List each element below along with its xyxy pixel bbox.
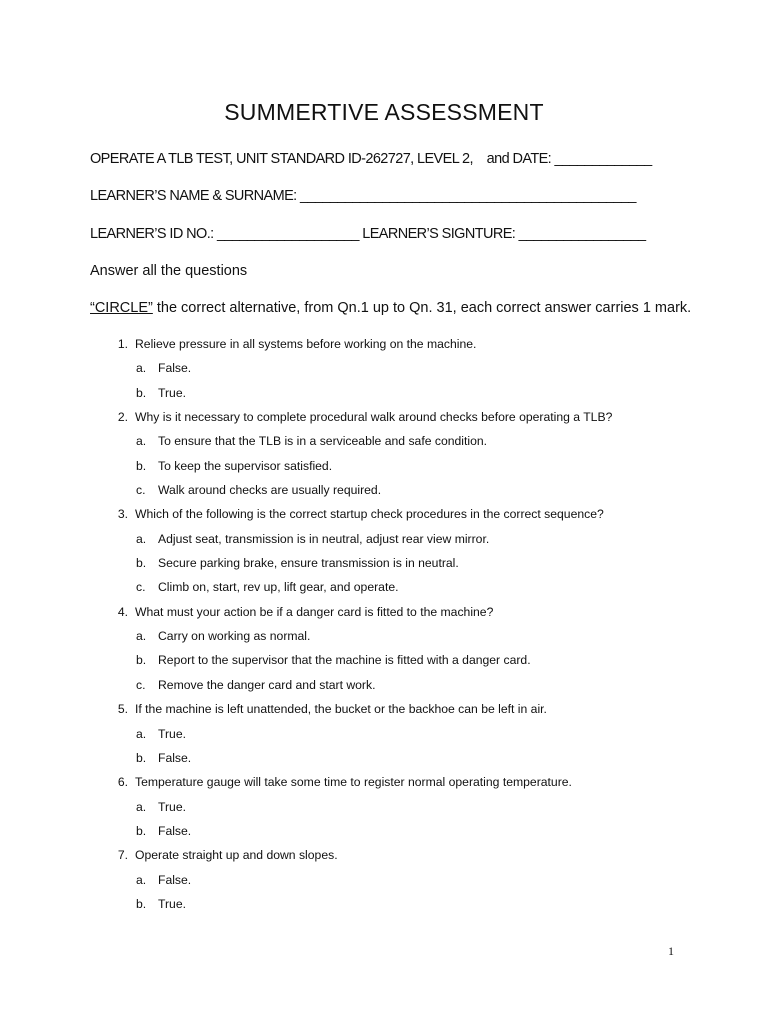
option-text: Carry on working as normal.: [158, 629, 311, 644]
circle-instruction: [90, 300, 691, 316]
question-item: [0, 503, 768, 527]
question-number: 1.: [117, 337, 128, 351]
option-text: Remove the danger card and start work.: [158, 677, 376, 692]
option-letter: a.: [136, 434, 147, 449]
answer-option[interactable]: [0, 455, 768, 479]
option-letter: a.: [136, 361, 147, 376]
option-letter: a.: [136, 726, 147, 741]
option-letter: c.: [136, 483, 146, 498]
question-number: 3.: [117, 507, 128, 522]
question-text: What must your action be if a danger card is fitted to the machine?: [135, 604, 494, 619]
option-text: Report to the supervisor that the machine is fitted with a danger card.: [158, 653, 531, 668]
answer-option[interactable]: [0, 893, 768, 917]
page-title: SUMMERTIVE ASSESSMENT: [224, 99, 544, 125]
question-number: 5.: [117, 702, 128, 717]
question-text: Why is it necessary to complete procedural walk around checks before operating a TLB?: [135, 410, 613, 425]
option-letter: a.: [136, 531, 147, 546]
option-text: True.: [158, 799, 186, 814]
answer-option[interactable]: [0, 357, 768, 381]
question-item: [0, 844, 768, 868]
option-text: To ensure that the TLB is in a serviceable and safe condition.: [158, 434, 488, 449]
option-text: Climb on, start, rev up, lift gear, and operate.: [158, 580, 399, 595]
option-letter: c.: [136, 580, 146, 595]
option-letter: b.: [136, 750, 147, 765]
option-letter: b.: [136, 896, 147, 911]
answer-option[interactable]: [0, 430, 768, 454]
answer-option[interactable]: [0, 674, 768, 698]
learner-id-signature-line: LEARNER’S ID NO.: ___________________ LEARNER’S SIGNTURE: _________________: [90, 226, 646, 242]
question-text: Relieve pressure in all systems before working on the machine.: [135, 337, 477, 351]
answer-option[interactable]: [0, 796, 768, 820]
answer-option[interactable]: [0, 382, 768, 406]
option-text: True.: [158, 896, 186, 911]
answer-option[interactable]: [0, 747, 768, 771]
question-text: Temperature gauge will take some time to register normal operating temperature.: [135, 775, 572, 790]
option-text: True.: [158, 726, 186, 741]
option-text: False.: [158, 750, 192, 765]
question-item: [0, 333, 768, 357]
answer-option[interactable]: [0, 479, 768, 503]
option-text: False.: [158, 823, 192, 838]
question-item: [0, 698, 768, 722]
option-text: True.: [158, 385, 186, 400]
option-letter: a.: [136, 799, 147, 814]
question-number: 4.: [117, 604, 128, 619]
test-info-line: OPERATE A TLB TEST, UNIT STANDARD ID-262727, LEVEL 2, and DATE: _____________: [90, 151, 652, 167]
answer-option[interactable]: [0, 552, 768, 576]
circle-instruction-text: the correct alternative, from Qn.1 up to Qn. 31, each correct answer carries 1 mark.: [152, 300, 692, 316]
option-text: Adjust seat, transmission is in neutral, adjust rear view mirror.: [158, 531, 490, 546]
answer-option[interactable]: [0, 528, 768, 552]
page-number: 1: [668, 944, 674, 958]
option-letter: b.: [136, 556, 147, 571]
learner-name-line: LEARNER’S NAME & SURNAME: _____________________________________________: [90, 188, 636, 204]
circle-keyword: “CIRCLE”: [90, 300, 153, 316]
answer-option[interactable]: [0, 723, 768, 747]
instructions-line: Answer all the questions: [90, 263, 248, 279]
question-number: 7.: [117, 848, 128, 863]
option-letter: b.: [136, 653, 147, 668]
answer-option[interactable]: [0, 625, 768, 649]
question-item: [0, 406, 768, 430]
question-number: 6.: [117, 775, 128, 790]
option-text: To keep the supervisor satisfied.: [158, 458, 333, 473]
question-text: Operate straight up and down slopes.: [135, 848, 338, 863]
question-number: 2.: [117, 410, 128, 425]
question-item: [0, 771, 768, 795]
option-text: Walk around checks are usually required.: [158, 483, 382, 498]
answer-option[interactable]: [0, 649, 768, 673]
question-text: If the machine is left unattended, the bucket or the backhoe can be left in air.: [135, 702, 547, 717]
option-text: Secure parking brake, ensure transmission is in neutral.: [158, 556, 459, 571]
option-letter: b.: [136, 385, 147, 400]
answer-option[interactable]: [0, 820, 768, 844]
question-item: [0, 601, 768, 625]
option-letter: b.: [136, 458, 147, 473]
answer-option[interactable]: [0, 869, 768, 893]
option-letter: c.: [136, 677, 146, 692]
option-text: False.: [158, 872, 192, 887]
answer-option[interactable]: [0, 576, 768, 600]
question-text: Which of the following is the correct startup check procedures in the correct sequence?: [135, 507, 604, 522]
option-letter: a.: [136, 629, 147, 644]
option-letter: a.: [136, 872, 147, 887]
question-list: [0, 333, 768, 917]
option-text: False.: [158, 361, 192, 376]
option-letter: b.: [136, 823, 147, 838]
